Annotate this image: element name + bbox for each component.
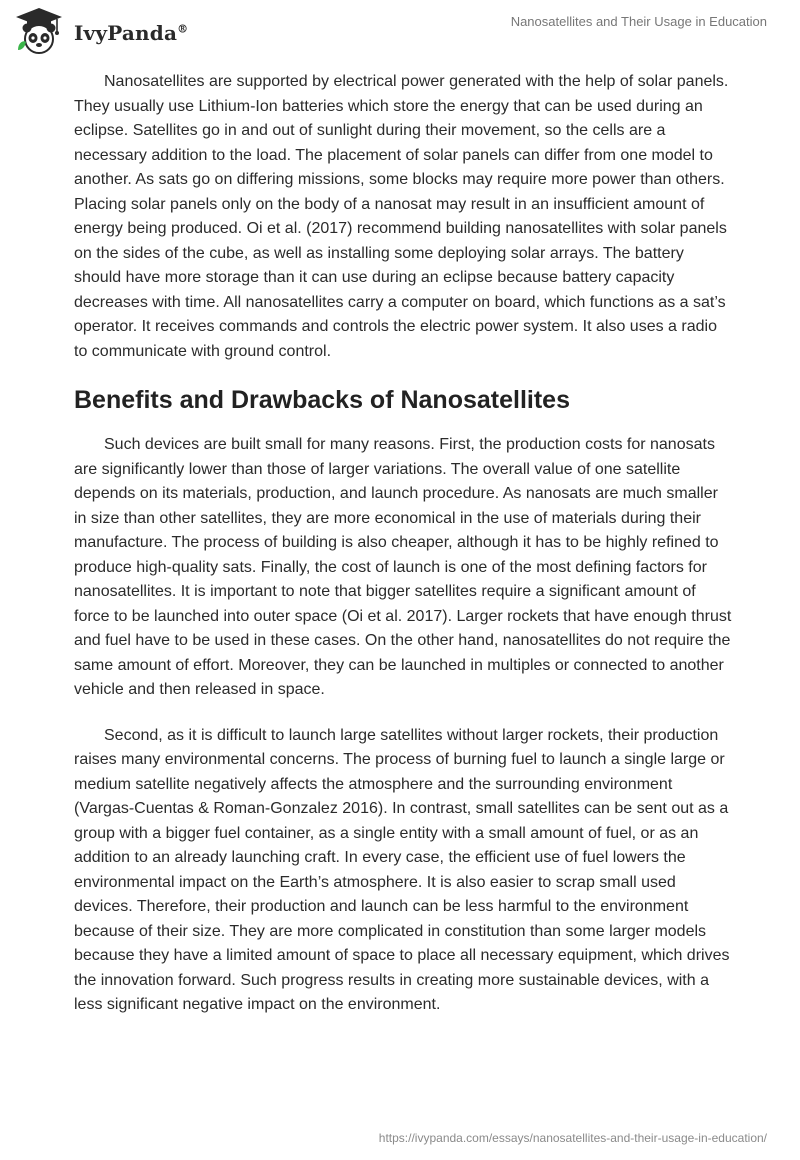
paragraph-power-system: Nanosatellites are supported by electrical power generated with the help of solar panels. They usually use Lithium-Ion batteries which store the energy that can be used during an eclipse. Satellites go in and out of sunlight during their movement, so the cells are a necessary addition to the load. The placement of solar panels can differ from one model to another. As sats go on differing missions, some blocks may require more power than others. Placing solar panels only on the body of a nanosat may result in an insufficient amount of energy being produced. Oi et al. (2017) recommend building nanosatellites with solar panels on the sides of the cube, as well as installing some deploying solar arrays. The battery should have more storage than it can use during an eclipse because battery capacity decreases with time. All nanosatellites carry a computer on board, which functions as a sat’s operator. It receives commands and controls the electric power system. It also uses a radio to communicate with ground control. — [74, 73, 729, 360]
page-header — [0, 0, 800, 62]
brand-name: IvyPanda® — [74, 21, 189, 45]
source-url[interactable]: https://ivypanda.com/essays/nanosatellites-and-their-usage-in-education/ — [378, 1131, 767, 1145]
essay-body — [74, 70, 734, 1039]
panda-graduate-icon — [12, 6, 66, 56]
ivypanda-logo[interactable] — [12, 6, 188, 56]
paragraph-environment: Second, as it is difficult to launch large satellites without larger rockets, their production raises many environmental concerns. The process of burning fuel to launch a single large or medium satellite negatively affects the atmosphere and the surrounding environment (Vargas-Cuentas & Roman-Gonzalez 2016). In contrast, small satellites can be sent out as a group with a bigger fuel container, as a single entity with a small amount of fuel, or as an addition to an already launching craft. In every case, the efficient use of fuel lowers the environmental impact on the Earth’s atmosphere. It is also easier to scrap small used devices. Therefore, their production and launch can be less harmful to the environment because of their size. They are more complicated in constitution than some larger models because they have a limited amount of space to place all necessary equipment, which drives the innovation forward. Such progress results in creating more sustainable devices, with a less significant negative impact on the environment. — [74, 726, 730, 1013]
section-heading: Benefits and Drawbacks of Nanosatellites — [74, 386, 570, 414]
document-title: Nanosatellites and Their Usage in Education — [510, 14, 767, 29]
paragraph-benefits-cost: Such devices are built small for many reasons. First, the production costs for nanosats are significantly lower than those of larger variations. The overall value of one satellite depends on its materials, production, and launch procedure. As nanosats are much smaller in size than other satellites, they are more economical in the use of materials during their manufacture. The process of building is also cheaper, although it has to be highly refined to produce high-quality sats. Finally, the cost of launch is one of the most defining factors for nanosatellites. It is important to note that bigger satellites require a significant amount of force to be launched into outer space (Oi et al. 2017). Larger rockets that have enough thrust and fuel have to be used in these cases. On the other hand, nanosatellites do not require the same amount of effort. Moreover, they can be launched in multiples or connected to another vehicle and then released in space. — [74, 436, 732, 698]
